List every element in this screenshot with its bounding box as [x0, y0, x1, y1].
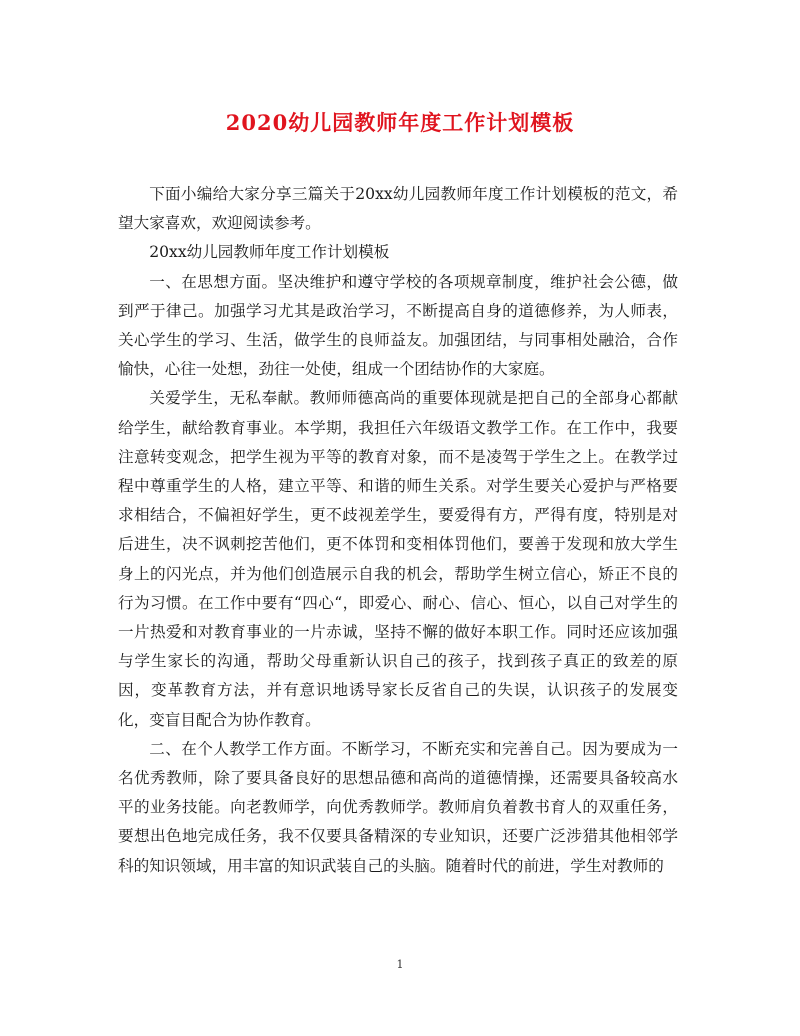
paragraph-teaching: 二、在个人教学工作方面。不断学习，不断充实和完善自己。因为要成为一名优秀教师，除了要具备良好的思想品德和高尚的道德情操，还需要具备较高水平的业务技能。向老教师学，向优秀教师学。教师肩负着教书育人的双重任务，要想出色地完成任务，我不仅要具备精深的专业知识，还要广泛涉猎其他相邻学科的知识领域，用丰富的知识武装自己的头脑。随着时代的前进，学生对教师的 — [118, 739, 678, 875]
paragraph-care-students: 关爱学生，无私奉献。教师师德高尚的重要体现就是把自己的全部身心都献给学生，献给教育事业。本学期，我担任六年级语文教学工作。在工作中，我要注意转变观念，把学生视为平等的教育对象，而不是凌驾于学生之上。在教学过程中尊重学生的人格，建立平等、和谐的师生关系。对学生要关心爱护与严格要求相结合，不偏袒好学生，更不歧视差学生，要爱得有方，严得有度，特别是对后进生，决不讽刺挖苦他们，更不体罚和变相体罚他们，要善于发现和放大学生身上的闪光点，并为他们创造展示自我的机会，帮助学生树立信心，矫正不良的行为习惯。在工作中要有“四心“，即爱心、耐心、信心、恒心，以自己对学生的一片热爱和对教育事业的一片赤诚，坚持不懈的做好本职工作。同时还应该加强与学生家长的沟通，帮助父母重新认识自己的孩子，找到孩子真正的致差的原因，变革教育方法，并有意识地诱导家长反省自己的失误，认识孩子的发展变化，变盲目配合为协作教育。 — [118, 389, 678, 729]
page-number: 1 — [396, 958, 404, 971]
intro-paragraph: 下面小编给大家分享三篇关于20xx幼儿园教师年度工作计划模板的范文，希望大家喜欢，欢迎阅读参考。 — [118, 185, 678, 233]
document-body — [118, 180, 678, 881]
section-heading: 20xx幼儿园教师年度工作计划模板 — [149, 243, 390, 262]
document-title: 2020幼儿园教师年度工作计划模板 — [225, 110, 575, 135]
paragraph-thought: 一、在思想方面。坚决维护和遵守学校的各项规章制度，维护社会公德，做到严于律己。加强学习尤其是政治学习，不断提高自身的道德修养，为人师表，关心学生的学习、生活，做学生的良师益友。加强团结，与同事相处融洽，合作愉快，心往一处想，劲往一处使，组成一个团结协作的大家庭。 — [118, 272, 678, 379]
